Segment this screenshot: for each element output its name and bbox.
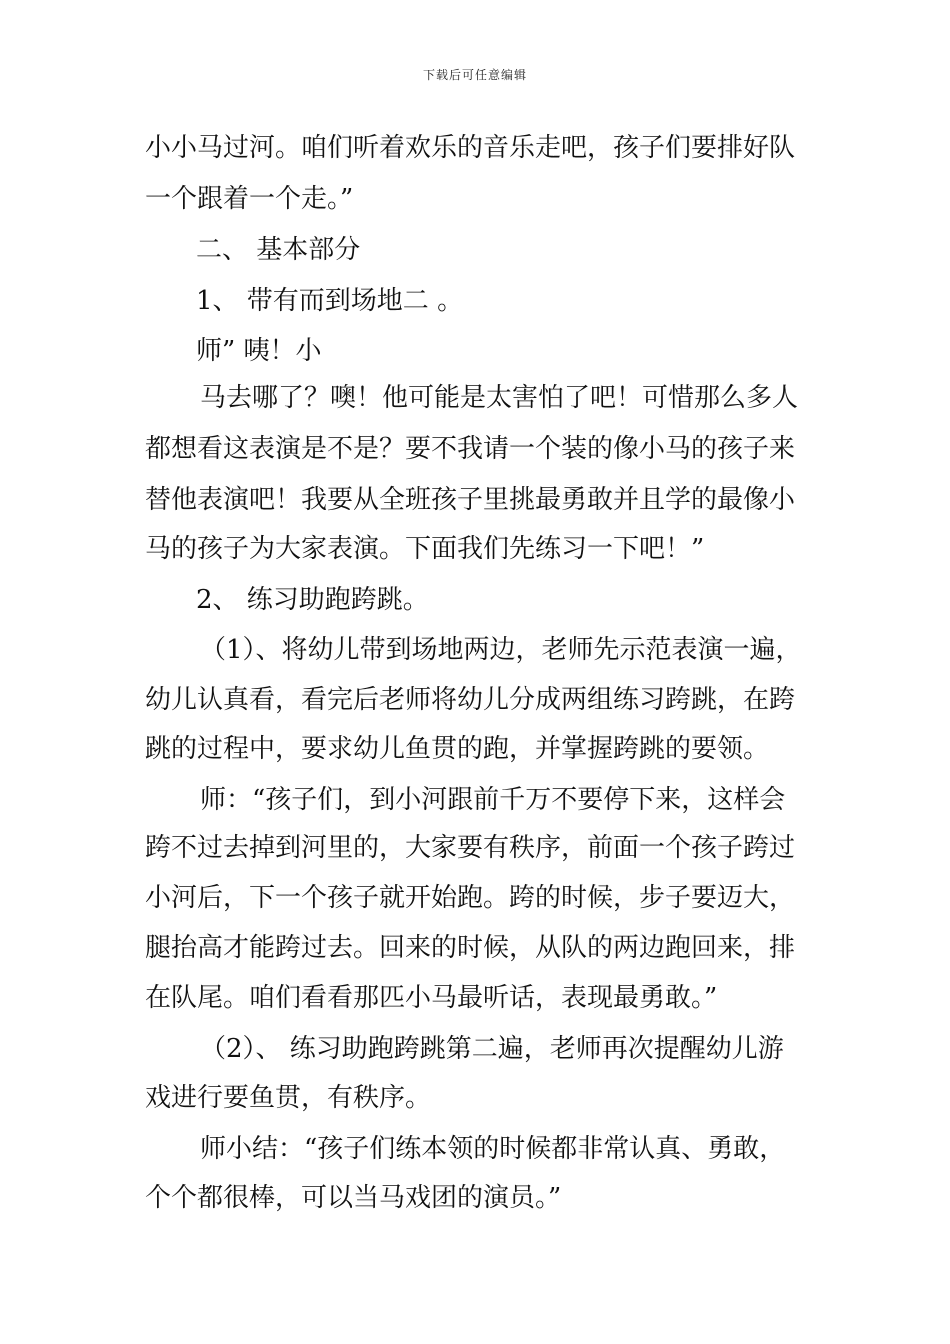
text-line: 在队尾。咱们看看那匹小马最听话，表现最勇敢。” (145, 983, 718, 1013)
text-line: 替他表演吧！我要从全班孩子里挑最勇敢并且学的最像小 (145, 485, 796, 515)
text-line: 二、 基本部分 (196, 235, 361, 265)
text-line: 师：“孩子们，到小河跟前千万不要停下来，这样会 (200, 785, 786, 815)
text-line: 2、 练习助跑跨跳。 (196, 585, 429, 615)
text-line: 跨不过去掉到河里的，大家要有秩序，前面一个孩子跨过 (145, 833, 796, 863)
text-line: 一个跟着一个走。” (145, 184, 354, 214)
text-line: 腿抬高才能跨过去。回来的时候，从队的两边跑回来，排 (145, 933, 796, 963)
text-line: 戏进行要鱼贯，有秩序。 (145, 1083, 432, 1113)
text-line: 个个都很棒，可以当马戏团的演员。” (145, 1183, 562, 1213)
text-line: （2）、 练习助跑跨跳第二遍，老师再次提醒幼儿游 (200, 1034, 784, 1064)
text-line: 小小马过河。咱们听着欢乐的音乐走吧，孩子们要排好队 (145, 133, 796, 163)
text-line: 师” 咦！小 (196, 336, 322, 366)
text-line: 1、 带有而到场地二 。 (196, 286, 464, 316)
text-line: 小河后，下一个孩子就开始跑。跨的时候，步子要迈大， (145, 883, 796, 913)
text-line: 都想看这表演是不是？要不我请一个装的像小马的孩子来 (145, 434, 796, 464)
text-line: 马去哪了？噢！他可能是太害怕了吧！可惜那么多人 (200, 383, 799, 413)
text-line: 师小结：“孩子们练本领的时候都非常认真、勇敢， (200, 1134, 786, 1164)
text-line: 马的孩子为大家表演。下面我们先练习一下吧！” (145, 534, 705, 564)
text-line: 幼儿认真看，看完后老师将幼儿分成两组练习跨跳，在跨 (145, 685, 796, 715)
text-line: （1）、将幼儿带到场地两边，老师先示范表演一遍， (200, 635, 802, 665)
page-header: 下载后可任意编辑 (422, 68, 527, 82)
text-line: 跳的过程中，要求幼儿鱼贯的跑，并掌握跨跳的要领。 (145, 734, 770, 764)
